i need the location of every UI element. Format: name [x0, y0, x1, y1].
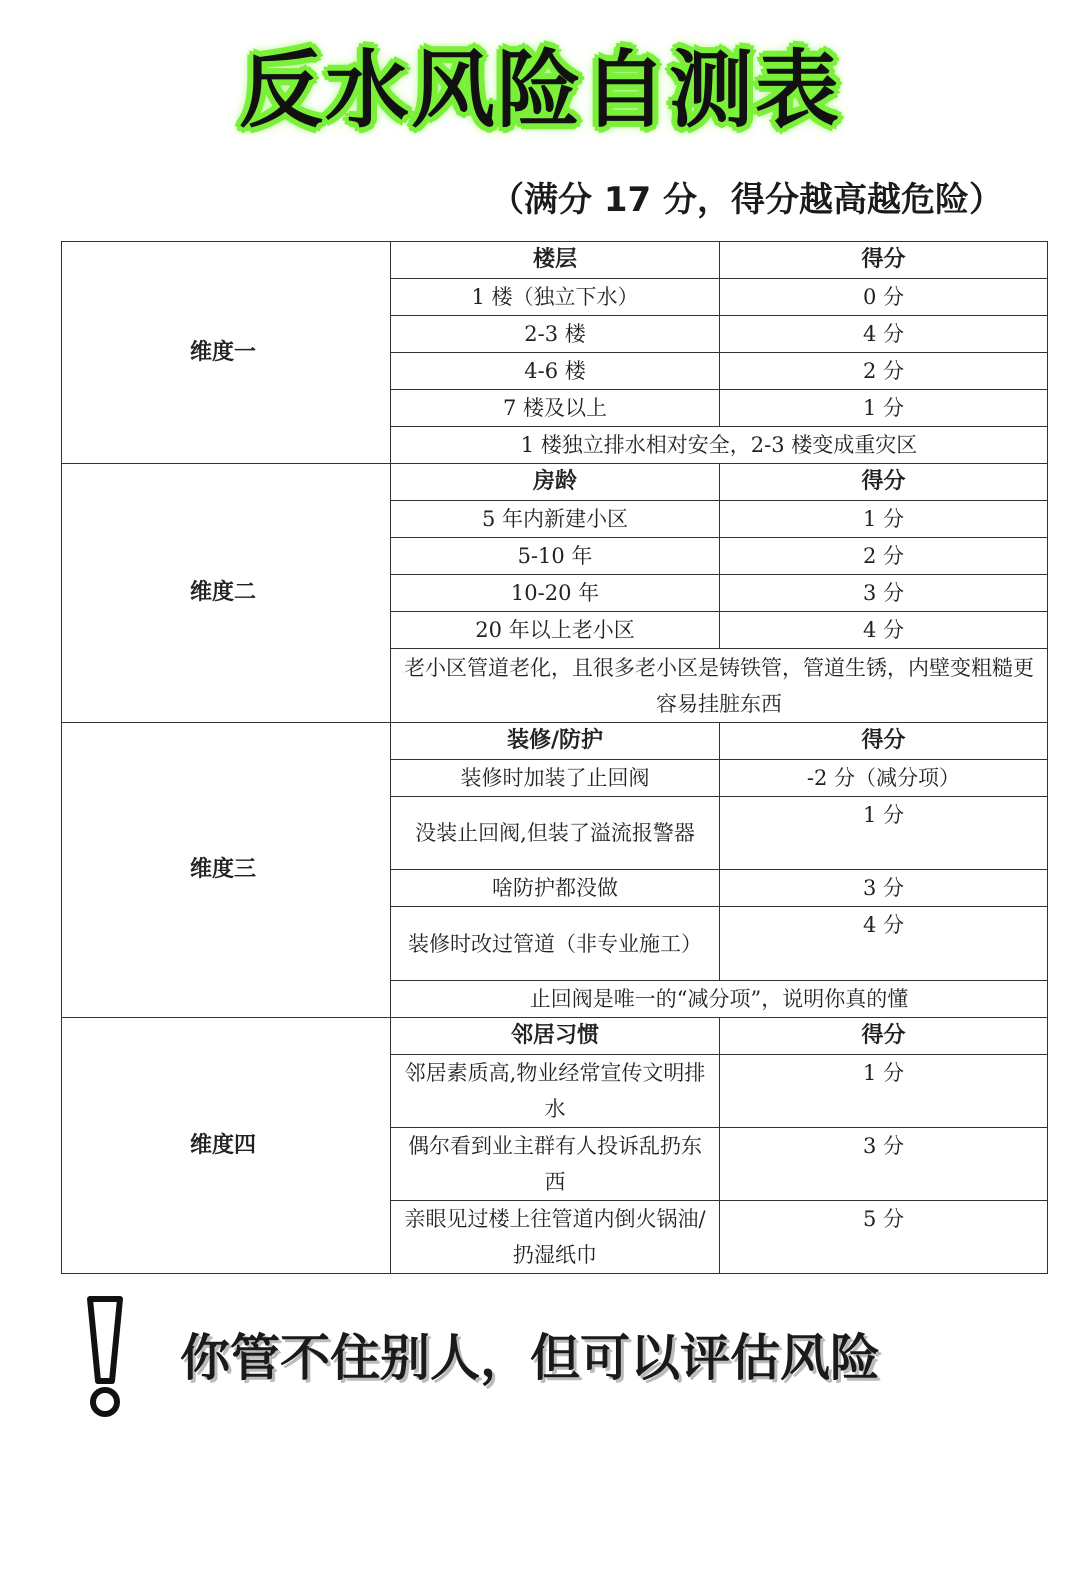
item-cell: 亲眼见过楼上往管道内倒火锅油/扔湿纸巾: [391, 1201, 720, 1274]
score-cell: 3 分: [720, 870, 1048, 907]
column-header-score: 得分: [720, 242, 1048, 279]
dimension-label: 维度一: [62, 242, 391, 464]
item-cell: 啥防护都没做: [391, 870, 720, 907]
score-cell: 1 分: [720, 797, 1048, 870]
item-cell: 装修时加装了止回阀: [391, 760, 720, 797]
column-header-score: 得分: [720, 723, 1048, 760]
item-cell: 2-3 楼: [391, 316, 720, 353]
score-cell: 3 分: [720, 1128, 1048, 1201]
score-cell: 4 分: [720, 612, 1048, 649]
column-header-score: 得分: [720, 464, 1048, 501]
dimension-label: 维度二: [62, 464, 391, 723]
table-row: [62, 723, 1048, 760]
item-cell: 没装止回阀,但装了溢流报警器: [391, 797, 720, 870]
table-row: [62, 1018, 1048, 1055]
score-cell: 2 分: [720, 538, 1048, 575]
dimension-label: 维度三: [62, 723, 391, 1018]
item-cell: 20 年以上老小区: [391, 612, 720, 649]
table-row: [62, 464, 1048, 501]
score-cell: 0 分: [720, 279, 1048, 316]
risk-score-table: [61, 241, 1048, 1274]
dimension-label: 维度四: [62, 1018, 391, 1274]
score-cell: 5 分: [720, 1201, 1048, 1274]
column-header-item: 装修/防护: [391, 723, 720, 760]
item-cell: 7 楼及以上: [391, 390, 720, 427]
note-cell: 止回阀是唯一的“减分项”，说明你真的懂: [391, 981, 1048, 1018]
score-cell: 1 分: [720, 1055, 1048, 1128]
item-cell: 5 年内新建小区: [391, 501, 720, 538]
item-cell: 偶尔看到业主群有人投诉乱扔东西: [391, 1128, 720, 1201]
page-subtitle: （满分 17 分，得分越高越危险）: [490, 180, 1003, 220]
column-header-item: 邻居习惯: [391, 1018, 720, 1055]
score-cell: -2 分（减分项）: [720, 760, 1048, 797]
column-header-score: 得分: [720, 1018, 1048, 1055]
score-cell: 1 分: [720, 501, 1048, 538]
item-cell: 1 楼（独立下水）: [391, 279, 720, 316]
note-cell: 老小区管道老化，且很多老小区是铸铁管，管道生锈，内壁变粗糙更容易挂脏东西: [391, 649, 1048, 723]
item-cell: 装修时改过管道（非专业施工）: [391, 907, 720, 981]
score-cell: 2 分: [720, 353, 1048, 390]
score-cell: 1 分: [720, 390, 1048, 427]
score-cell: 4 分: [720, 316, 1048, 353]
score-cell: 4 分: [720, 907, 1048, 981]
column-header-item: 房龄: [391, 464, 720, 501]
item-cell: 5-10 年: [391, 538, 720, 575]
page-title: 反水风险自测表: [238, 41, 841, 139]
exclamation-icon: [86, 1295, 124, 1420]
score-cell: 3 分: [720, 575, 1048, 612]
column-header-item: 楼层: [391, 242, 720, 279]
table-row: [62, 242, 1048, 279]
footer-slogan: 你管不住别人，但可以评估风险: [180, 1329, 880, 1387]
item-cell: 4-6 楼: [391, 353, 720, 390]
note-cell: 1 楼独立排水相对安全，2-3 楼变成重灾区: [391, 427, 1048, 464]
item-cell: 10-20 年: [391, 575, 720, 612]
item-cell: 邻居素质高,物业经常宣传文明排水: [391, 1055, 720, 1128]
